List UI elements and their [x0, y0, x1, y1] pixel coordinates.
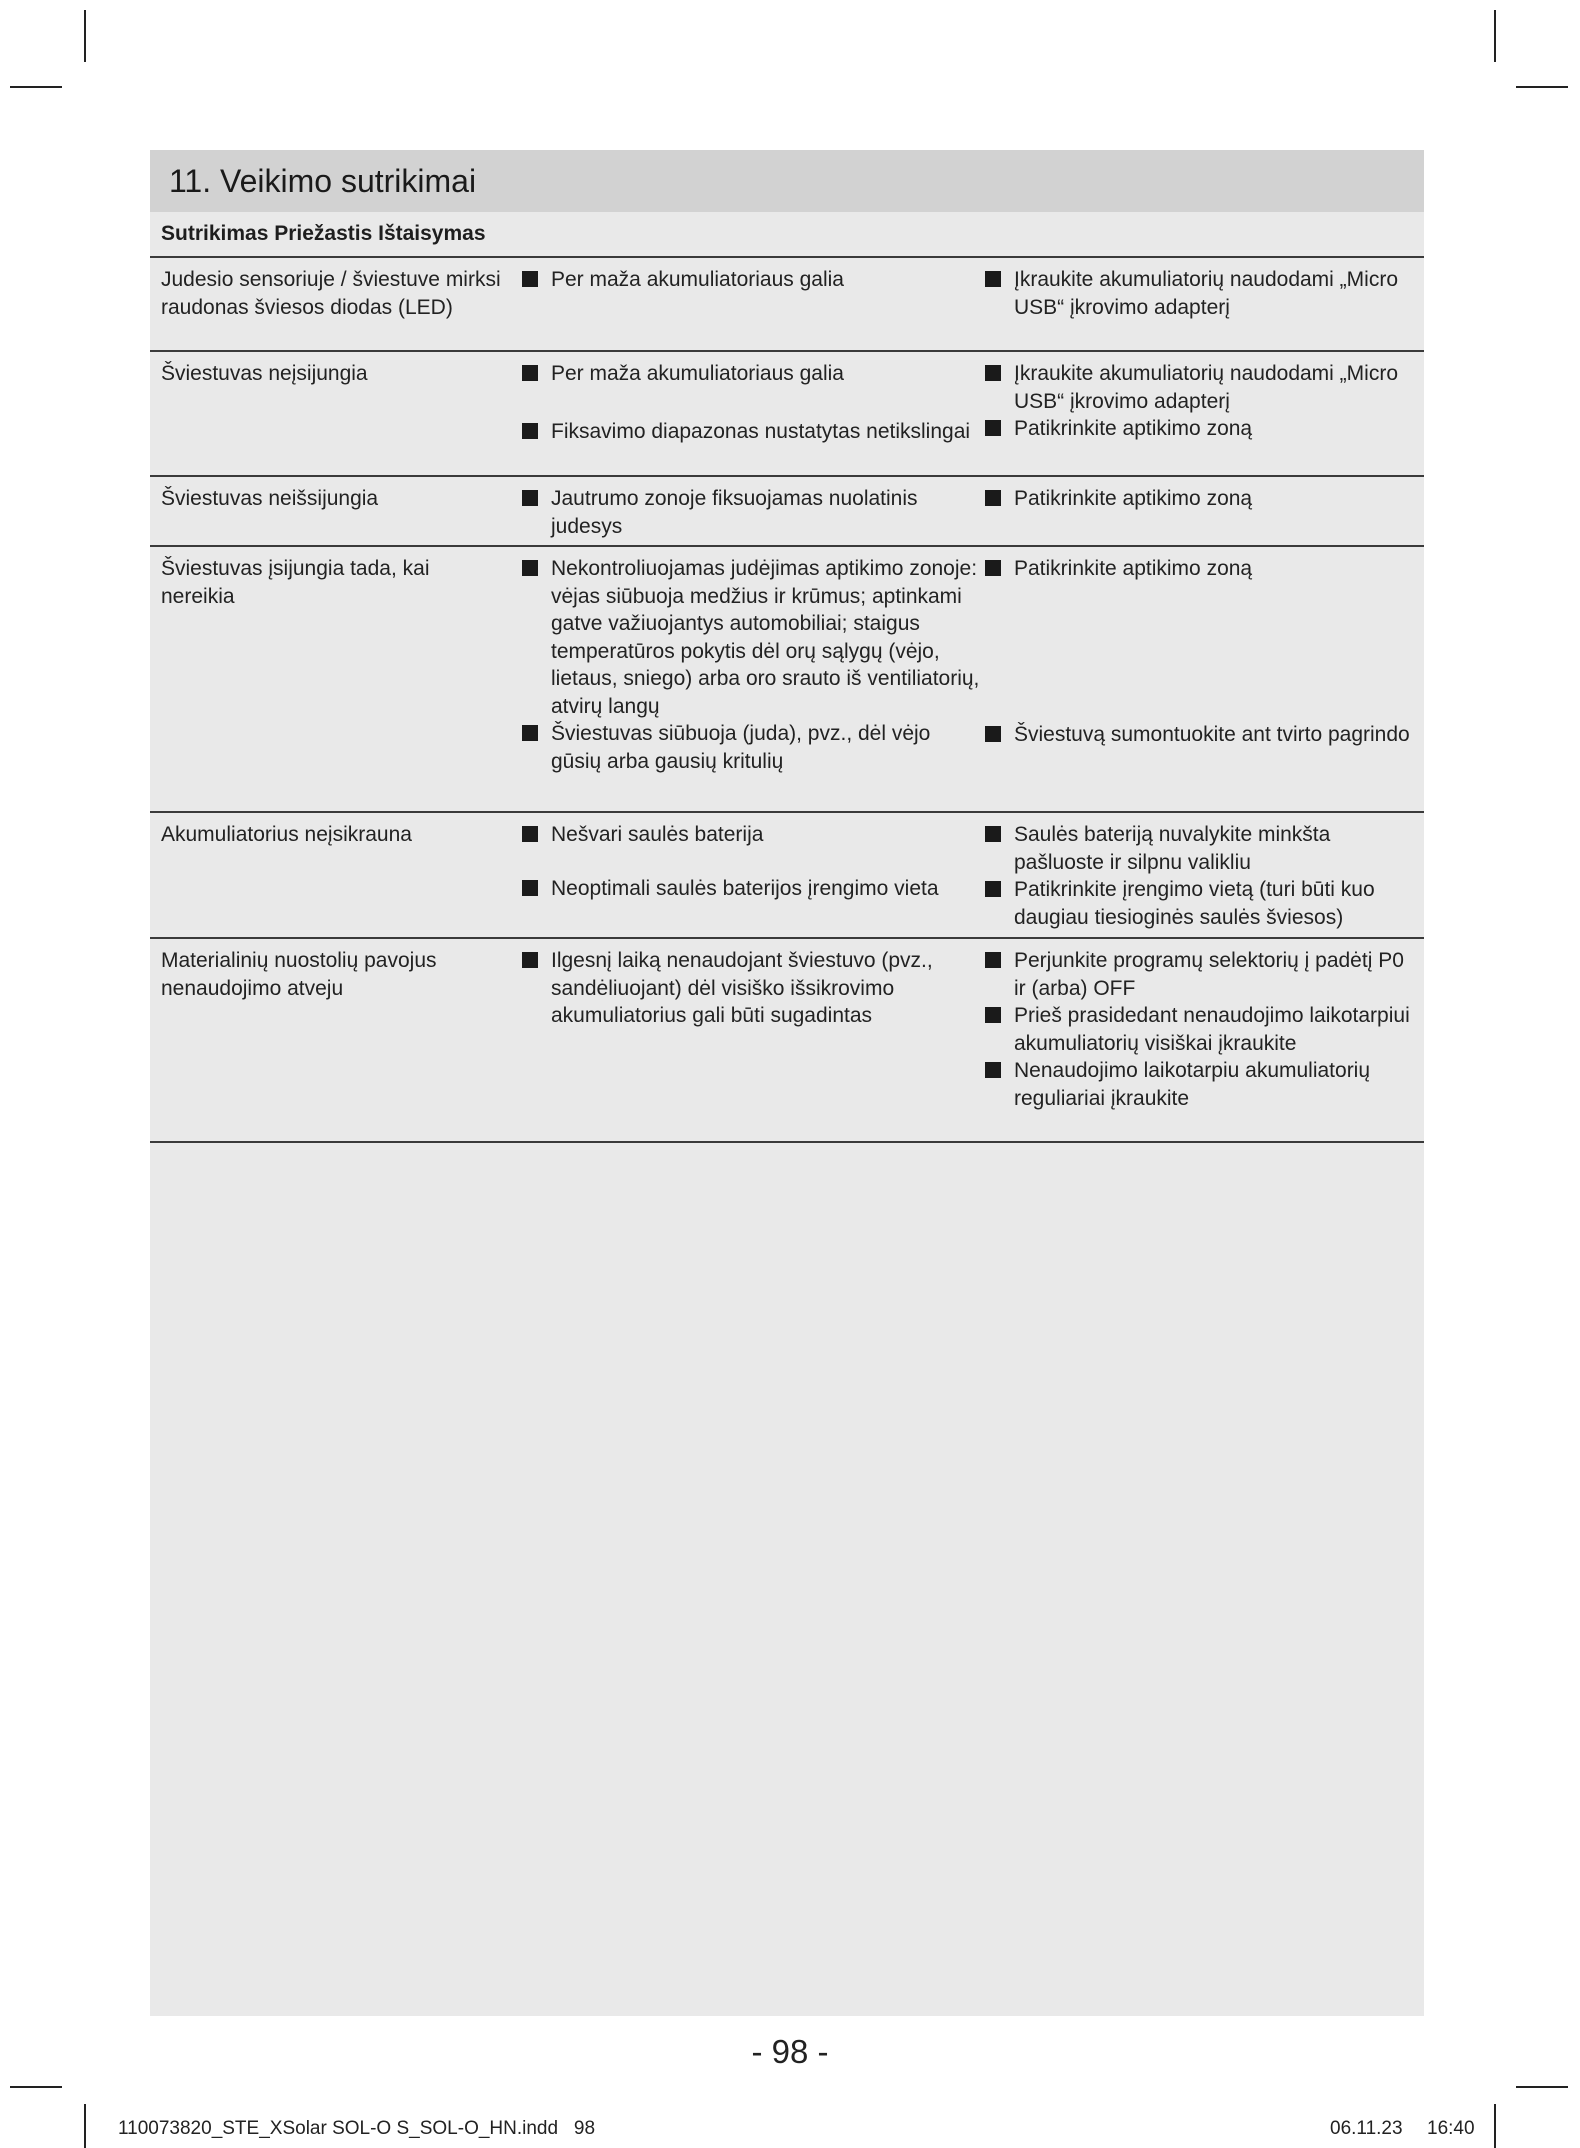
cause-text: Nešvari saulės baterija: [551, 823, 764, 846]
bullet-square-icon: [985, 490, 1001, 506]
list-item: [520, 720, 980, 775]
cause-text: Per maža akumuliatoriaus galia: [551, 362, 844, 385]
fix-cell: [983, 266, 1413, 321]
fix-cell: [983, 360, 1413, 443]
footer-date: 06.11.23: [1330, 2118, 1403, 2139]
list-item: [983, 415, 1413, 443]
fix-text: Patikrinkite įrengimo vietą (turi būti kuo daugiau tiesioginės saulės šviesos): [1014, 878, 1375, 929]
bullet-square-icon: [522, 725, 538, 741]
table-row: [150, 352, 1424, 477]
list-item: [983, 555, 1413, 583]
fix-text: Patikrinkite aptikimo zoną: [1014, 417, 1253, 440]
troubleshooting-panel: [150, 150, 1424, 2016]
bullet-square-icon: [985, 420, 1001, 436]
cause-cell: [520, 485, 980, 540]
fix-text: Šviestuvą sumontuokite ant tvirto pagrindo: [1014, 722, 1410, 746]
list-item: [983, 821, 1413, 876]
problem-cell: Akumuliatorius neįsikrauna: [161, 823, 412, 846]
fix-text: Prieš prasidedant nenaudojimo laikotarpiui akumuliatorių visiškai įkraukite: [1014, 1004, 1410, 1055]
crop-mark: [1516, 2086, 1568, 2088]
bullet-square-icon: [985, 952, 1001, 968]
table-row: [150, 939, 1424, 1143]
cause-text: Neoptimali saulės baterijos įrengimo vieta: [551, 876, 939, 900]
list-item: [520, 875, 980, 903]
list-item: [983, 721, 1413, 749]
crop-mark: [1494, 2104, 1496, 2148]
bullet-square-icon: [522, 271, 538, 287]
list-item: [520, 360, 980, 388]
cause-cell: [520, 821, 980, 902]
list-item: [520, 821, 980, 849]
bullet-square-icon: [522, 490, 538, 506]
section-title: 11. Veikimo sutrikimai: [150, 150, 1424, 212]
list-item: [983, 876, 1413, 931]
problem-cell: Šviestuvas įsijungia tada, kai nereikia: [161, 557, 430, 608]
fix-text: Patikrinkite aptikimo zoną: [1014, 557, 1253, 580]
list-item: [520, 266, 980, 294]
cause-cell: [520, 266, 980, 294]
fix-text: Saulės bateriją nuvalykite minkšta pašluoste ir silpnu valikliu: [1014, 823, 1331, 874]
fix-text: Perjunkite programų selektorių į padėtį P0 ir (arba) OFF: [1014, 949, 1404, 1000]
fix-cell: [983, 485, 1413, 513]
bullet-square-icon: [985, 726, 1001, 742]
list-item: [983, 485, 1413, 513]
list-item: [983, 266, 1413, 321]
fix-text: Įkraukite akumuliatorių naudodami „Micro USB“ įkrovimo adapterį: [1014, 268, 1398, 319]
footer-file-info: 110073820_STE_XSolar SOL-O S_SOL-O_HN.indd 98: [118, 2118, 596, 2139]
list-item: [520, 485, 980, 540]
crop-mark: [84, 10, 86, 62]
crop-mark: [1494, 10, 1496, 62]
cause-cell: [520, 947, 980, 1030]
fix-cell: [983, 821, 1413, 931]
bullet-square-icon: [985, 271, 1001, 287]
list-item: [520, 418, 980, 446]
table-row: [150, 258, 1424, 352]
bullet-square-icon: [985, 826, 1001, 842]
list-item: [983, 1057, 1413, 1112]
list-item: [520, 555, 980, 720]
cause-text: Per maža akumuliatoriaus galia: [551, 268, 844, 291]
cause-text: Jautrumo zonoje fiksuojamas nuolatinis judesys: [551, 487, 918, 538]
list-item: [983, 947, 1413, 1002]
table-row: [150, 477, 1424, 547]
fix-text: Patikrinkite aptikimo zoną: [1014, 487, 1253, 510]
table-row: [150, 547, 1424, 813]
problem-cell: Judesio sensoriuje / šviestuve mirksi raudonas šviesos diodas (LED): [161, 268, 501, 319]
list-item: [520, 947, 980, 1030]
list-item: [983, 360, 1413, 415]
crop-mark: [1516, 86, 1568, 88]
fix-text: Įkraukite akumuliatorių naudodami „Micro USB“ įkrovimo adapterį: [1014, 362, 1398, 413]
fix-text: Nenaudojimo laikotarpiu akumuliatorių reguliariai įkraukite: [1014, 1059, 1371, 1110]
page-number: - 98 -: [751, 2033, 829, 2070]
fix-cell: [983, 947, 1413, 1112]
cause-text: Nekontroliuojamas judėjimas aptikimo zonoje: vėjas siūbuoja medžius ir krūmus; aptinkami gatve važiuojantys automobiliai; staigus temperatūros pokytis dėl orų sąlygų (vėjo, lietaus, sniego) arba oro srauto iš ventiliatorių, atvirų langų: [551, 557, 980, 718]
bullet-square-icon: [522, 365, 538, 381]
crop-mark: [10, 86, 62, 88]
bullet-square-icon: [985, 365, 1001, 381]
problem-cell: Šviestuvas neįsijungia: [161, 362, 368, 385]
bullet-square-icon: [985, 1007, 1001, 1023]
crop-mark: [10, 2086, 62, 2088]
cause-text: Fiksavimo diapazonas nustatytas netikslingai: [551, 419, 971, 443]
cause-text: Šviestuvas siūbuoja (juda), pvz., dėl vėjo gūsių arba gausių kritulių: [551, 722, 931, 773]
fix-cell: [983, 555, 1413, 748]
bullet-square-icon: [522, 560, 538, 576]
crop-mark: [84, 2104, 86, 2148]
bullet-square-icon: [985, 881, 1001, 897]
cause-cell: [520, 555, 980, 775]
list-item: [983, 1002, 1413, 1057]
footer-time: 16:40: [1427, 2118, 1475, 2139]
table-row: [150, 813, 1424, 939]
problem-cell: Šviestuvas neišsijungia: [161, 487, 379, 510]
cause-cell: [520, 360, 980, 445]
cause-text: Ilgesnį laiką nenaudojant šviestuvo (pvz., sandėliuojant) dėl visiško išsikrovimo akumuliatorius gali būti sugadintas: [551, 949, 933, 1027]
bullet-square-icon: [522, 826, 538, 842]
bullet-square-icon: [985, 1062, 1001, 1078]
problem-cell: Materialinių nuostolių pavojus nenaudojimo atveju: [161, 949, 437, 1000]
bullet-square-icon: [985, 560, 1001, 576]
bullet-square-icon: [522, 880, 538, 896]
bullet-square-icon: [522, 423, 538, 439]
bullet-square-icon: [522, 952, 538, 968]
table-header: Sutrikimas Priežastis Ištaisymas: [150, 212, 1424, 258]
